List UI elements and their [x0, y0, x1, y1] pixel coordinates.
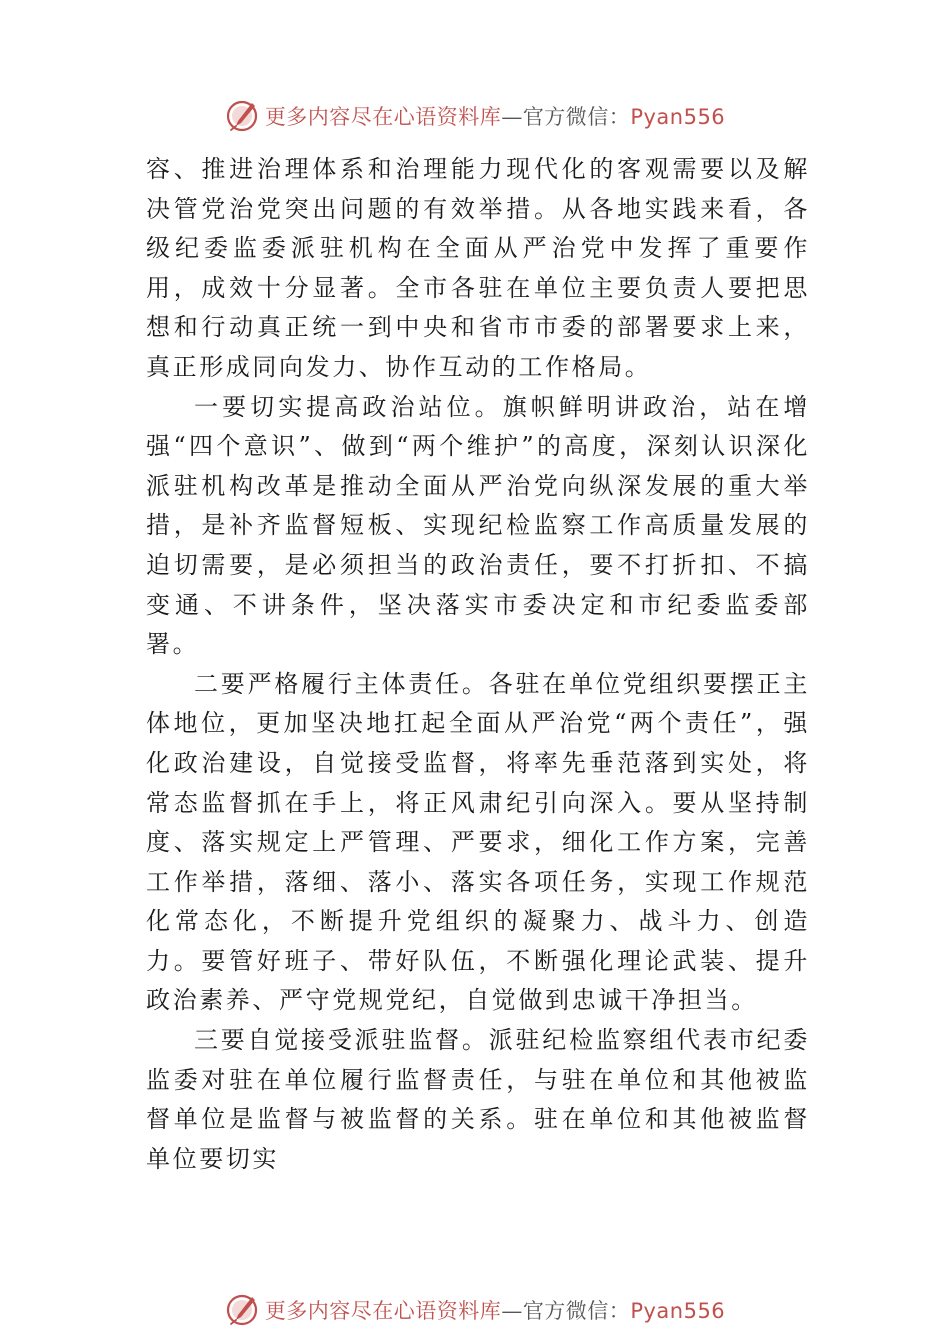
watermark-label: 官方微信：	[522, 1299, 631, 1323]
watermark-brand: 更多内容尽在心语资料库	[264, 1299, 502, 1323]
watermark-header	[0, 96, 950, 136]
paragraph-accept-supervision: 三要自觉接受派驻监督。派驻纪检监察组代表市纪委监委对驻在单位履行监督责任，与驻在单位和其他被监督单位是监督与被监督的关系。驻在单位和其他被监督单位要切实	[146, 1026, 810, 1173]
watermark-brand: 更多内容尽在心语资料库	[264, 105, 502, 129]
paragraph-main-responsibility: 二要严格履行主体责任。各驻在单位党组织要摆正主体地位，更加坚决地扛起全面从严治党“两个责任”，强化政治建设，自觉接受监督，将率先垂范落到实处，将常态监督抓在手上，将正风肃纪引向深入。要从坚持制度、落实规定上严管理、严要求，细化工作方案，完善工作举措，落细、落小、落实各项任务，实现工作规范化常态化，不断提升党组织的凝聚力、战斗力、创造力。要管好班子、带好队伍，不断强化理论武装、提升政治素养、严守党规党纪，自觉做到忠诚干净担当。	[146, 669, 810, 1015]
watermark-text	[265, 101, 725, 131]
watermark-footer	[0, 1290, 950, 1330]
watermark-label: 官方微信：	[522, 105, 631, 129]
paragraph-continuation: 容、推进治理体系和治理能力现代化的客观需要以及解决管党治党突出问题的有效举措。从各地实践来看，各级纪委监委派驻机构在全面从严治党中发挥了重要作用，成效十分显著。全市各驻在单位主要负责人要把思想和行动真正统一到中央和省市市委的部署要求上来，真正形成同向发力、协作互动的工作格局。	[146, 155, 810, 381]
paragraph-political-stance: 一要切实提高政治站位。旗帜鲜明讲政治，站在增强“四个意识”、做到“两个维护”的高度，深刻认识深化派驻机构改革是推动全面从严治党向纵深发展的重大举措，是补齐监督短板、实现纪检监察工作高质量发展的迫切需要，是必须担当的政治责任，要不打折扣、不搞变通、不讲条件，坚决落实市委决定和市纪委监委部署。	[146, 392, 810, 659]
quill-pen-logo-icon	[225, 99, 259, 133]
watermark-account: Pyan556	[630, 1299, 726, 1323]
watermark-separator: —	[501, 105, 523, 129]
watermark-text	[265, 1295, 725, 1325]
document-body	[146, 150, 810, 1179]
quill-pen-logo-icon	[225, 1293, 259, 1327]
watermark-separator: —	[501, 1299, 523, 1323]
watermark-account: Pyan556	[630, 105, 726, 129]
